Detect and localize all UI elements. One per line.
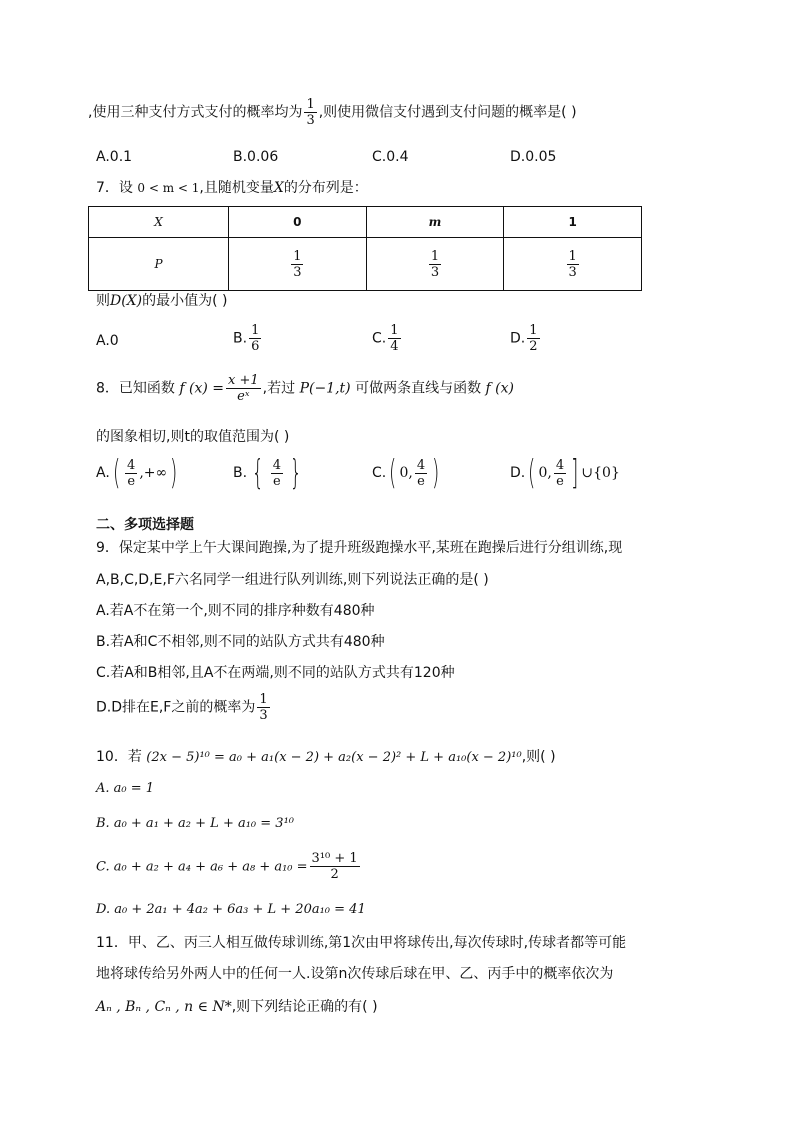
q9-option-a: A.若A不在第一个,则不同的排序种数有480种 bbox=[96, 603, 375, 619]
table-cell: m bbox=[366, 207, 504, 238]
table-header-row bbox=[89, 207, 642, 238]
q11-line3: Aₙ , Bₙ , Cₙ , n ∈ N*,则下列结论正确的有( ) bbox=[96, 999, 378, 1015]
q10-option-a: A. a₀ = 1 bbox=[96, 781, 155, 796]
q9-line2: A,B,C,D,E,F六名同学一组进行队列训练,则下列说法正确的是( ) bbox=[96, 572, 489, 588]
table-cell: 0 bbox=[229, 207, 367, 238]
q6-stem: ,使用三种支付方式支付的概率均为 $\frac{1}{3}$ ,则使用微信支付遇到支付问题的概率是( ) bbox=[88, 97, 577, 128]
q11-line1: 11．甲、乙、丙三人相互做传球训练,第1次由甲将球传出,每次传球时,传球者都等可能 bbox=[96, 935, 627, 951]
q9-option-b: B.若A和C不相邻,则不同的站队方式共有480种 bbox=[96, 634, 385, 650]
q7-option-b: B. $\frac{1}{6}$ bbox=[233, 323, 260, 354]
q6-option-d: D.0.05 bbox=[510, 149, 557, 165]
q6-option-b: B.0.06 bbox=[233, 149, 279, 165]
q10-option-d: D. a₀ + 2a₁ + 4a₂ + 6a₃ + L + 20a₁₀ = 41 bbox=[96, 902, 366, 917]
q8-option-a: A.( $\frac{4}{e}$ ,+∞) bbox=[96, 453, 178, 493]
q7-stem: 7．设 0 < m < 1,且随机变量X的分布列是： bbox=[96, 180, 368, 196]
q10-stem: 10．若 (2x − 5)¹⁰ = a₀ + a₁(x − 2) + a₂(x − 2)² + L + a₁₀(x − 2)¹⁰,则( ) bbox=[96, 749, 556, 765]
q10-option-c: C. a₀ + a₂ + a₄ + a₆ + a₈ + a₁₀ = $\frac{\text{3¹⁰ + 1}}{2}$ bbox=[96, 851, 358, 882]
q8-option-b: B. { $\frac{4}{e}$ } bbox=[233, 453, 302, 493]
table-cell: P bbox=[89, 238, 229, 291]
table-cell: $\frac{1}{3}$ bbox=[366, 238, 504, 291]
q8-stem: 8．已知函数 f (x) = $\frac{x +1}{\text{eˣ}}$ ,若过 P(−1,t) 可做两条直线与函数 f (x) bbox=[96, 373, 514, 404]
table-cell: $\frac{1}{3}$ bbox=[504, 238, 642, 291]
table-cell: $\frac{1}{3}$ bbox=[229, 238, 367, 291]
q7-question: 则D(X)的最小值为( ) bbox=[96, 293, 228, 309]
q7-option-d: D. $\frac{1}{2}$ bbox=[510, 323, 538, 354]
q6-option-a: A.0.1 bbox=[96, 149, 133, 165]
q9-option-d: D.D排在E,F之前的概率为 $\frac{1}{3}$ bbox=[96, 692, 268, 723]
distribution-table bbox=[88, 206, 642, 291]
q9-option-c: C.若A和B相邻,且A不在两端,则不同的站队方式共有120种 bbox=[96, 665, 455, 681]
table-cell: X bbox=[89, 207, 229, 238]
q6-option-c: C.0.4 bbox=[372, 149, 409, 165]
q8-line2: 的图象相切,则t的取值范围为( ) bbox=[96, 429, 290, 445]
q8-option-d: D.( 0, $\frac{4}{e}$ ] ∪{0} bbox=[510, 453, 620, 493]
table-row bbox=[89, 238, 642, 291]
q6-fraction: $\frac{1}{3}$ bbox=[306, 97, 315, 128]
q7-option-c: C. $\frac{1}{4}$ bbox=[372, 323, 399, 354]
section-title: 二、多项选择题 bbox=[96, 517, 194, 533]
q10-option-b: B. a₀ + a₁ + a₂ + L + a₁₀ = 3¹⁰ bbox=[96, 816, 294, 831]
q8-option-c: C.( 0, $\frac{4}{e}$ ) bbox=[372, 453, 440, 493]
q9-line1: 9．保定某中学上午大课间跑操,为了提升班级跑操水平,某班在跑操后进行分组训练,现 bbox=[96, 540, 623, 556]
table-cell: 1 bbox=[504, 207, 642, 238]
q11-line2: 地将球传给另外两人中的任何一人.设第n次传球后球在甲、乙、丙手中的概率依次为 bbox=[96, 966, 614, 982]
q7-option-a: A.0 bbox=[96, 333, 119, 349]
